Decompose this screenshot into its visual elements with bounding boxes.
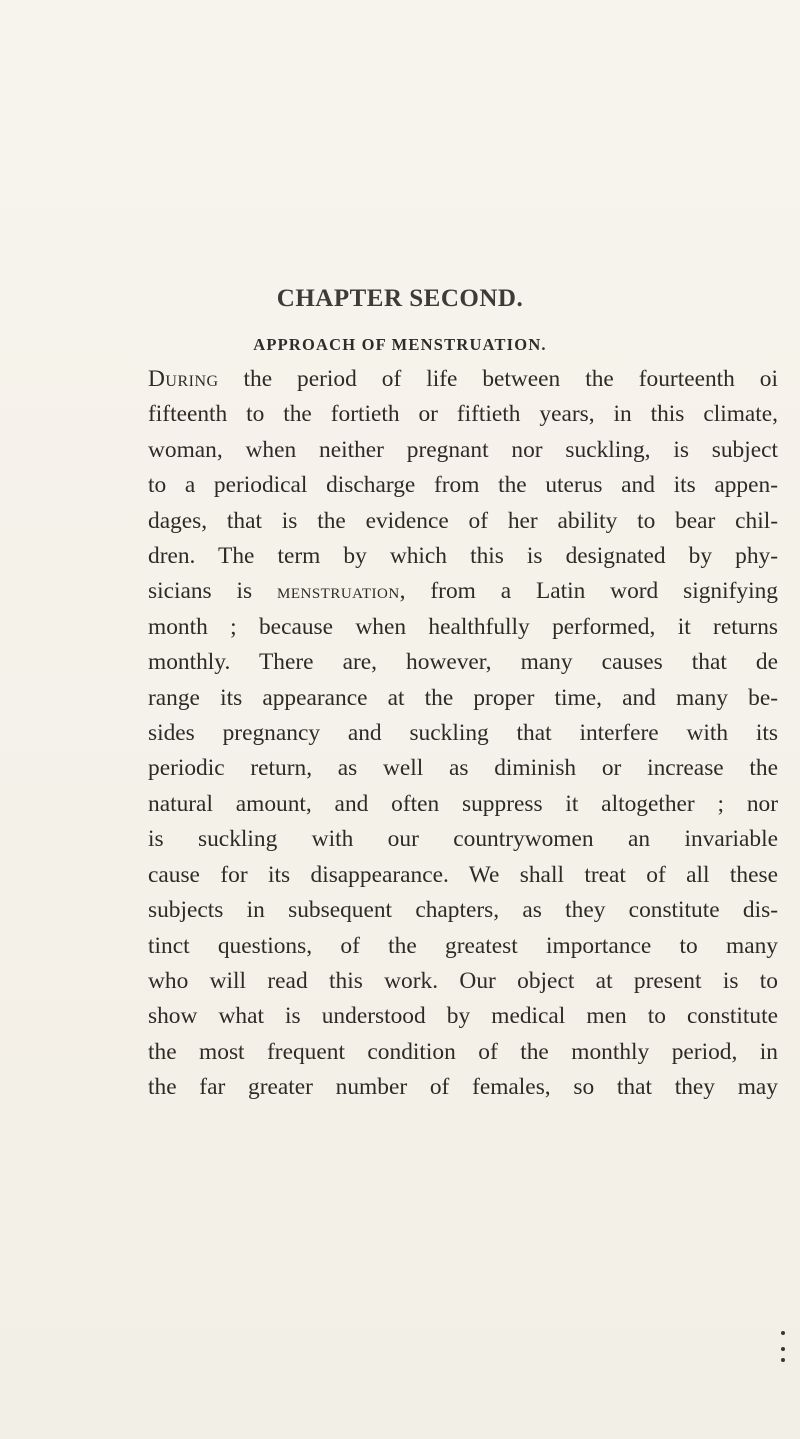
body-paragraph (148, 362, 778, 1106)
text-line: natural amount, and often suppress it altogether ; nor (148, 790, 778, 817)
text-line: During the period of life between the fourteenth oi (148, 366, 778, 392)
ink-dot (781, 1347, 785, 1351)
text-line: periodic return, as well as diminish or increase the (148, 755, 778, 782)
text-line: dages, that is the evidence of her ability to bear chil- (148, 507, 778, 534)
text-line: month ; because when healthfully performed, it returns (148, 613, 778, 640)
ink-dot (781, 1358, 785, 1362)
text-line: fifteenth to the fortieth or fiftieth years, in this climate, (148, 401, 778, 428)
text-line: sides pregnancy and suckling that interfere with its (148, 720, 778, 747)
ink-marks (780, 1325, 788, 1365)
text-line: monthly. There are, however, many causes that de (148, 649, 778, 676)
ink-dot (781, 1331, 785, 1335)
chapter-title: CHAPTER SECOND. (276, 285, 524, 312)
text-line: the far greater number of females, so that they may (148, 1074, 778, 1101)
text-line: show what is understood by medical men to constitute (148, 1003, 778, 1030)
text-line: who will read this work. Our object at present is to (148, 967, 778, 994)
text-line: cause for its disappearance. We shall treat of all these (148, 861, 778, 888)
term-menstruation: menstruation (277, 579, 400, 604)
text-line: is suckling with our countrywomen an invariable (148, 826, 778, 853)
text-line: tinct questions, of the greatest importance to many (148, 932, 778, 959)
section-title: APPROACH OF MENSTRUATION. (253, 335, 547, 354)
text-line: the most frequent condition of the monthly period, in (148, 1038, 778, 1065)
text-line: dren. The term by which this is designated by phy- (148, 543, 778, 570)
text-line: subjects in subsequent chapters, as they constitute dis- (148, 897, 778, 924)
text-line: to a periodical discharge from the uterus and its appen- (148, 472, 778, 499)
text-line: sicians is menstruation, from a Latin word signifying (148, 578, 778, 605)
text-line: range its appearance at the proper time, and many be- (148, 684, 778, 711)
text-line: woman, when neither pregnant nor suckling, is subject (148, 436, 778, 463)
lead-word: During (148, 366, 219, 392)
